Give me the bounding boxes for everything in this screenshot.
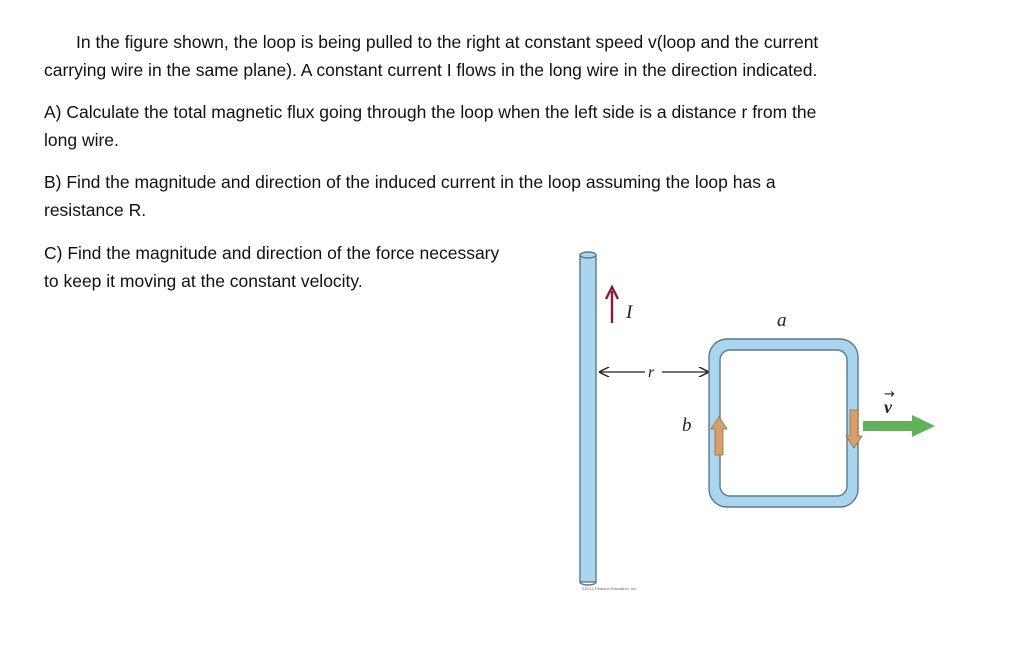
problem-intro [44, 28, 944, 84]
loop-inner [720, 350, 847, 496]
copyright-text: ©2012 Pearson Education, Inc. [582, 586, 638, 591]
velocity-arrow-icon [863, 415, 935, 437]
current-label: I [626, 302, 633, 323]
current-arrow-icon [606, 287, 618, 323]
part-a-line-2: long wire. [44, 130, 119, 150]
part-a-line-1: A) Calculate the total magnetic flux going through the loop when the left side is a distance r from the [44, 102, 817, 122]
part-c-line-2: to keep it moving at the constant velocity. [44, 271, 363, 291]
part-b-line-1: B) Find the magnitude and direction of the induced current in the loop assuming the loop has a [44, 172, 776, 192]
part-a [44, 98, 924, 154]
part-c [44, 239, 564, 295]
width-label: a [777, 310, 787, 331]
velocity-vector-arrow: → [884, 387, 895, 402]
wire-top-cap [580, 252, 596, 258]
physics-figure [560, 245, 950, 600]
wire-body [580, 255, 596, 582]
long-wire [580, 252, 596, 585]
part-b [44, 168, 924, 224]
height-label: b [682, 415, 692, 436]
current-loop [709, 339, 858, 507]
part-b-line-2: resistance R. [44, 200, 147, 220]
intro-line-1: In the figure shown, the loop is being pulled to the right at constant speed v(loop and the current [76, 32, 819, 52]
distance-label: r [648, 364, 655, 381]
part-c-line-1: C) Find the magnitude and direction of the force necessary [44, 243, 500, 263]
velocity-label: v [884, 397, 892, 417]
intro-line-2: carrying wire in the same plane). A constant current I flows in the long wire in the direction indicated. [44, 60, 818, 80]
